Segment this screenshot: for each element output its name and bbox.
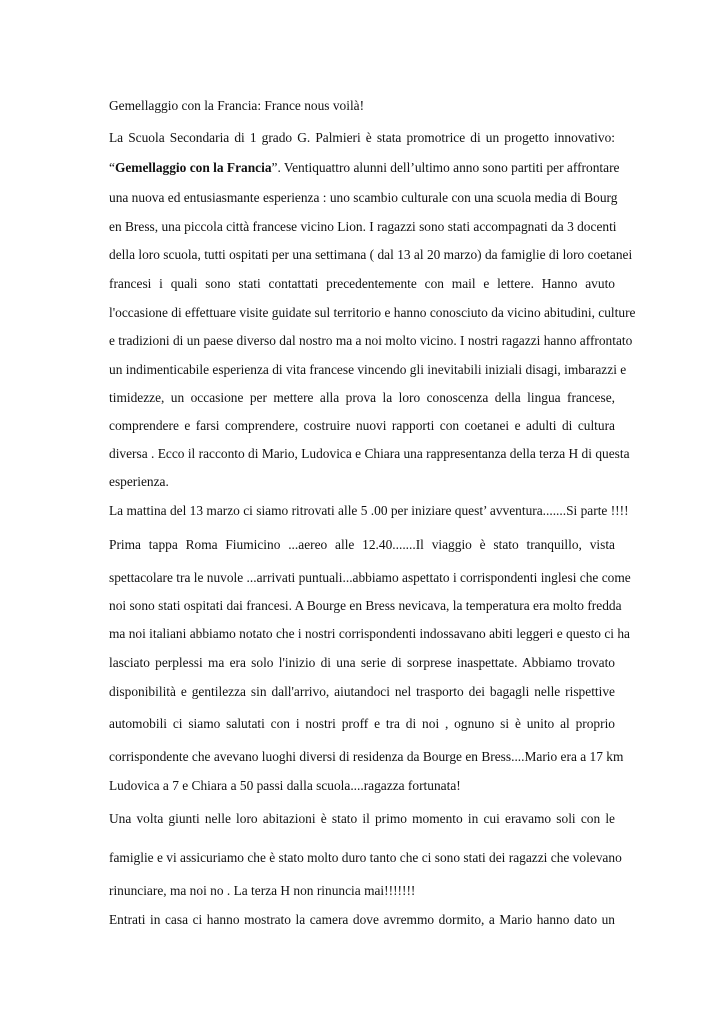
paragraph-2-line-4: noi sono stati ospitati dai francesi. A Bourge en Bress nevicava, la temperatura era molto fredda: [109, 598, 622, 613]
paragraph-1-line-7: l'occasione di effettuare visite guidate sul territorio e hanno conosciuto da vicino abitudini, culture: [109, 305, 636, 320]
paragraph-2-line-5: ma noi italiani abbiamo notato che i nostri corrispondenti indossavano abiti leggeri e questo ci ha: [109, 626, 630, 641]
paragraph-1-line-4: en Bress, una piccola città francese vicino Lion. I ragazzi sono stati accompagnati da 3 docenti: [109, 219, 617, 234]
project-name: Gemellaggio con la Francia: [114, 160, 272, 175]
paragraph-1-line-13: esperienza.: [109, 474, 169, 489]
paragraph-1-line-11: comprendere e farsi comprendere, costruire nuovi rapporti con coetanei e adulti di cultura: [109, 418, 615, 433]
paragraph-1-line-9: un indimenticabile esperienza di vita francese vincendo gli inevitabili iniziali disagi, imbarazzi e: [109, 362, 627, 377]
paragraph-2-line-7: disponibilità e gentilezza sin dall'arrivo, aiutandoci nel trasporto dei bagagli nelle rispettive: [109, 684, 615, 699]
paragraph-2-line-2: Prima tappa Roma Fiumicino ...aereo alle 12.40.......Il viaggio è stato tranquillo, vista: [109, 537, 615, 552]
paragraph-1-line-8: e tradizioni di un paese diverso dal nostro ma a noi molto vicino. I nostri ragazzi hanno affrontato: [109, 333, 633, 348]
paragraph-2-line-3: spettacolare tra le nuvole ...arrivati puntuali...abbiamo aspettato i corrispondenti inglesi che come: [109, 570, 631, 585]
document-title: Gemellaggio con la Francia: France nous voilà!: [109, 98, 365, 113]
paragraph-1-line-6: francesi i quali sono stati contattati precedentemente con mail e lettere. Hanno avuto: [109, 276, 615, 291]
paragraph-1-line-10: timidezze, un occasione per mettere alla prova la loro conoscenza della lingua francese,: [109, 390, 615, 405]
paragraph-1-line-3: una nuova ed entusiasmante esperienza : uno scambio culturale con una scuola media di Bourg: [109, 190, 618, 205]
paragraph-1-line-2: [109, 160, 620, 176]
paragraph-1-line-1: La Scuola Secondaria di 1 grado G. Palmieri è stata promotrice di un progetto innovativo:: [109, 130, 615, 145]
paragraph-2-line-10: Ludovica a 7 e Chiara a 50 passi dalla scuola....ragazza fortunata!: [109, 778, 461, 793]
paragraph-1-line-12: diversa . Ecco il racconto di Mario, Ludovica e Chiara una rappresentanza della terza H di questa: [109, 446, 630, 461]
paragraph-2-line-6: lasciato perplessi ma era solo l'inizio di una serie di sorprese inaspettate. Abbiamo trovato: [109, 655, 615, 670]
paragraph-3-line-1: Una volta giunti nelle loro abitazioni è stato il primo momento in cui eravamo soli con le: [109, 811, 615, 826]
paragraph-3-line-3: rinunciare, ma noi no . La terza H non rinuncia mai!!!!!!!: [109, 883, 416, 898]
paragraph-2-line-8: automobili ci siamo salutati con i nostri proff e tra di noi , ognuno si è unito al proprio: [109, 716, 615, 731]
paragraph-1-line-5: della loro scuola, tutti ospitati per una settimana ( dal 13 al 20 marzo) da famiglie di loro coetanei: [109, 247, 633, 262]
paragraph-2-line-9: corrispondente che avevano luoghi diversi di residenza da Bourge en Bress....Mario era a 17 km: [109, 749, 624, 764]
paragraph-2-line-1: La mattina del 13 marzo ci siamo ritrovati alle 5 .00 per iniziare quest’ avventura.......Si parte !!!!: [109, 503, 629, 518]
paragraph-3-line-2: famiglie e vi assicuriamo che è stato molto duro tanto che ci sono stati dei ragazzi che volevano: [109, 850, 622, 865]
paragraph-4-line-1: Entrati in casa ci hanno mostrato la camera dove avremmo dormito, a Mario hanno dato un: [109, 912, 615, 927]
paragraph-1-line-2-rest: ”. Ventiquattro alunni dell’ultimo anno sono partiti per affrontare: [271, 160, 620, 175]
open-quote: “: [109, 160, 115, 175]
